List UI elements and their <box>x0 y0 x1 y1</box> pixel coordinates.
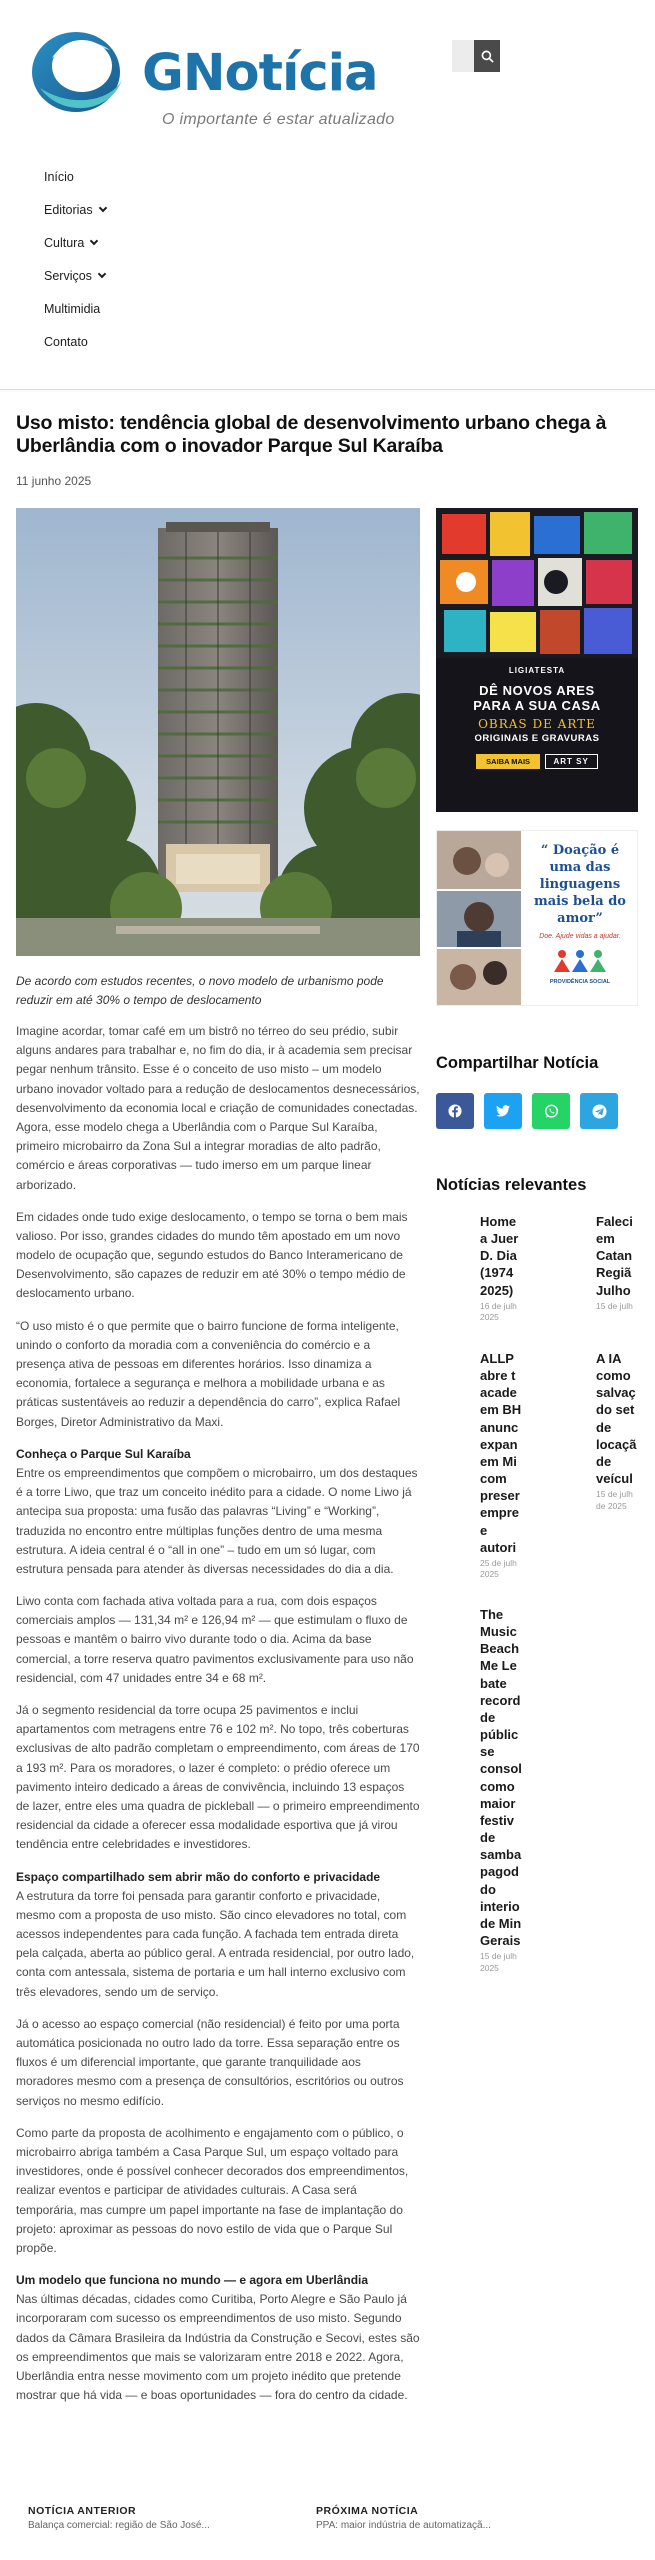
whatsapp-icon <box>544 1104 559 1119</box>
article-paragraph: “O uso misto é o que permite que o bairro funcione de forma inteligente, unindo o conforto da moradia com a conveniência do comércio e a presença ativa de pessoas em diferentes horários. Isso dinamiza a economia, fortalece a segurança e melhora a mobilidade urbana e as práticas sustentáveis ao reduzir a dependência do carro”, explica Rafael Borges, Diretor Administrativo da Maxi. <box>16 1318 401 1429</box>
article-paragraph: Já o acesso ao espaço comercial (não residencial) é feito por uma porta automática posicionada no outro lado da torre. Essa separação entre os fluxos é um diferencial importante, que garante tranquilidade aos moradores mesmo com a presença de consultórios, escritórios ou outros serviços no mesmo edifício. <box>16 2016 404 2108</box>
nav-item-editorias[interactable] <box>44 193 106 226</box>
related-news-date: 15 de julh <box>596 1300 633 1311</box>
ad-cta-button[interactable]: SAIBA MAIS <box>476 754 540 769</box>
previous-post-link[interactable] <box>28 2505 218 2531</box>
charity-logo-icon <box>550 948 610 974</box>
ad-brand: LIGIATESTA <box>508 666 566 675</box>
related-news-date: 15 de julh de 2025 <box>596 1489 633 1511</box>
related-news-headline: A IA como salvaç do set de locaçã de veícul <box>596 1351 637 1487</box>
related-news-headline: ALLP abre t acade em BH anunc expan em Mi com preser empre e autori <box>480 1351 522 1555</box>
share-buttons <box>436 1093 618 1129</box>
article-hero-image <box>16 508 420 956</box>
ad-banner-donation[interactable] <box>436 830 638 1006</box>
nav-label: Início <box>44 169 74 184</box>
search-input[interactable] <box>452 40 476 72</box>
previous-post-title: Balança comercial: região de São José... <box>28 2520 210 2531</box>
article-paragraph: Já o segmento residencial da torre ocupa 25 pavimentos e inclui apartamentos com metragens entre 76 e 102 m². No topo, três coberturas exclusivas de alto padrão completam o empreendimento, com áreas de 170 a 193 m². Para os moradores, o lazer é completo: o prédio oferece um pavimento inteiro dedicado a áreas de convivência, incluindo 13 espaços de lazer, entre eles uma quadra de pickleball — o primeiro empreendimento residencial da cidade a oferecer essa modalidade esportiva que já virou tendência entre celebridades e investidores. <box>16 1703 420 1852</box>
nav-item-cultura[interactable] <box>44 226 106 259</box>
nav-item-contato[interactable] <box>44 325 106 358</box>
related-news-item[interactable] <box>480 1213 526 1324</box>
site-name: GNotícia <box>142 44 378 103</box>
article-date: 11 junho 2025 <box>16 474 92 488</box>
nav-item-servicos[interactable] <box>44 259 106 292</box>
article-paragraph: Entre os empreendimentos que compõem o microbairro, um dos destaques é a torre Liwo, que traz um conceito inédito para a cidade. O nome Liwo já antecipa sua proposta: uma fusão das palavras “Living” e “Working”, traduzida no encontro entre múltiplas funções dentro de uma mesma estrutura. A ideia central é o “all in one” – tudo em um só lugar, com estrutura pensada para atender às diversas necessidades do dia a dia. <box>16 1465 418 1576</box>
site-logo[interactable] <box>30 28 410 132</box>
facebook-icon <box>448 1104 462 1118</box>
donation-photo-collage <box>437 831 521 1006</box>
section-heading: Espaço compartilhado sem abrir mão do conforto e privacidade <box>16 1869 381 1884</box>
related-news-headline: The Music Beach Me Le bate record de públic se consol como maior festiv de samba pagod do interio de Min Gerais <box>480 1607 522 1948</box>
related-news-headline: Home a Juer D. Dia (1974 2025) <box>480 1214 519 1298</box>
article-paragraph: Nas últimas décadas, cidades como Curitiba, Porto Alegre e São Paulo já incorporaram com sucesso os empreendimentos de uso misto. Segundo dados da Câmara Brasileira da Indústria da Construção e Secovi, estes são os empreendimentos que mais se valorizaram entre 2018 e 2022. Agora, Uberlândia entra nesse movimento com um projeto inédito que pretende mostrar que há vida — e boas oportunidades — fora do centro da cidade. <box>16 2292 420 2403</box>
art-collage-image <box>436 508 638 658</box>
article-title: Uso misto: tendência global de desenvolvimento urbano chega à Uberlândia com o inovador Parque Sul Karaíba <box>16 412 607 458</box>
nav-label: Serviços <box>44 268 92 283</box>
share-facebook-button[interactable] <box>436 1093 474 1129</box>
nav-item-multimidia[interactable] <box>44 292 106 325</box>
nav-label: Cultura <box>44 235 85 250</box>
logo-swirl-icon <box>30 28 128 118</box>
twitter-icon <box>496 1105 510 1117</box>
ad-subheadline: ORIGINAIS E GRAVURAS <box>474 733 600 744</box>
share-telegram-button[interactable] <box>580 1093 618 1129</box>
chevron-down-icon <box>98 270 106 278</box>
next-post-link[interactable] <box>316 2505 506 2531</box>
article-paragraph: Imagine acordar, tomar café em um bistrô no térreo do seu prédio, subir alguns andares para trabalhar e, no fim do dia, ir à academia sem precisar pegar nenhum trânsito. Esse é o conceito de uso misto – um modelo urbano inovador voltado para a redução de deslocamentos desnecessários, desenvolvimento da economia local e criação de comunidades conectadas. Agora, esse modelo chega a Uberlândia com o Parque Sul Karaíba, primeiro microbairro da Zona Sul a integrar moradias de alto padrão, comércio e áreas corporativas — tudo imerso em um parque linear arborizado. <box>16 1024 420 1192</box>
related-news-item[interactable] <box>596 1350 642 1512</box>
ad-quote: “ Doação é uma das linguagens mais bela do amor” <box>534 843 626 926</box>
ad-subtext: Doe. Ajude vidas a ajudar. <box>539 933 621 941</box>
related-news-date: 25 de julh 2025 <box>480 1557 517 1580</box>
related-news-date: 15 de julh 2025 <box>480 1951 517 1973</box>
header-divider <box>0 389 655 390</box>
ad-headline: DÊ NOVOS ARES <box>479 683 595 698</box>
image-caption: De acordo com estudos recentes, o novo modelo de urbanismo pode reduzir em até 30% o tempo de deslocamento <box>16 974 384 1007</box>
site-tagline: O importante é estar atualizado <box>162 111 395 128</box>
telegram-icon <box>592 1104 607 1119</box>
chevron-down-icon <box>90 237 98 245</box>
nav-label: Multimidia <box>44 301 101 316</box>
nav-label: Editorias <box>44 202 93 217</box>
chevron-down-icon <box>98 204 106 212</box>
main-nav <box>44 160 106 358</box>
search-button[interactable] <box>474 40 500 72</box>
ad-headline: PARA A SUA CASA <box>473 698 601 713</box>
related-news-item[interactable] <box>480 1350 526 1581</box>
ad-banner-art[interactable] <box>436 508 638 812</box>
article-paragraph: Como parte da proposta de acolhimento e engajamento com o público, o microbairro abriga também a Casa Parque Sul, um espaço voltado para investidores, onde é possível conhecer decorados dos empreendimentos, realizar eventos e participar de atividades culturais. A Casa será temporária, mas cumpre um papel importante na fase de implantação do projeto: aproximar as pessoas do novo estilo de vida que o Parque Sul propõe. <box>16 2125 409 2255</box>
next-post-title: PPA: maior indústria de automatizaçã... <box>316 2520 491 2531</box>
share-whatsapp-button[interactable] <box>532 1093 570 1129</box>
section-heading: Um modelo que funciona no mundo — e agora em Uberlândia <box>16 2273 369 2288</box>
article-paragraph: A estrutura da torre foi pensada para garantir conforto e privacidade, mesmo com a proposta de uso misto. São cinco elevadores no total, com acessos independentes para cada função. A fachada tem entrada direta pela calçada, aberta ao público geral. A entrada residencial, por outro lado, conta com antessala, sistema de portaria e um hall interno exclusivo com três elevadores, sendo um de serviço. <box>16 1888 415 1999</box>
article-body <box>16 1022 420 2418</box>
ad-subheadline: OBRAS DE ARTE <box>478 717 596 731</box>
share-twitter-button[interactable] <box>484 1093 522 1129</box>
next-post-label: PRÓXIMA NOTÍCIA <box>316 2505 419 2517</box>
ad-partner-logo: ART SY <box>545 754 598 769</box>
nav-label: Contato <box>44 334 88 349</box>
related-news-item[interactable] <box>480 1606 526 1974</box>
related-news-headline: Faleci em Catan Regiã Julho <box>596 1214 633 1298</box>
related-news-title: Notícias relevantes <box>436 1176 587 1194</box>
related-news-item[interactable] <box>596 1213 642 1312</box>
section-heading: Conheça o Parque Sul Karaíba <box>16 1446 191 1461</box>
related-news-date: 16 de julh 2025 <box>480 1300 517 1323</box>
article-paragraph: Em cidades onde tudo exige deslocamento, o tempo se torna o bem mais valioso. Por isso, grandes cidades do mundo têm apostado em um novo modelo de ocupação que, segundo estudos do Banco Interamericano de Desenvolvimento, são capazes de reduzir em até 30% o tempo médio de deslocamento urbano. <box>16 1209 408 1301</box>
post-navigation <box>28 2505 628 2545</box>
nav-item-inicio[interactable] <box>44 160 106 193</box>
search-icon <box>481 50 494 63</box>
share-title: Compartilhar Notícia <box>436 1054 599 1072</box>
article-paragraph: Liwo conta com fachada ativa voltada para a rua, com dois espaços comerciais amplos — 131,34 m² e 126,94 m² — que estimulam o fluxo de pessoas e mantêm o bairro vivo durante todo o dia. Acima da base comercial, a torre reserva quatro pavimentos exclusivamente para uso não residencial, com 47 unidades entre 34 e 68 m². <box>16 1594 414 1685</box>
ad-org: PROVIDÊNCIA SOCIAL <box>549 979 611 986</box>
previous-post-label: NOTÍCIA ANTERIOR <box>28 2505 137 2517</box>
